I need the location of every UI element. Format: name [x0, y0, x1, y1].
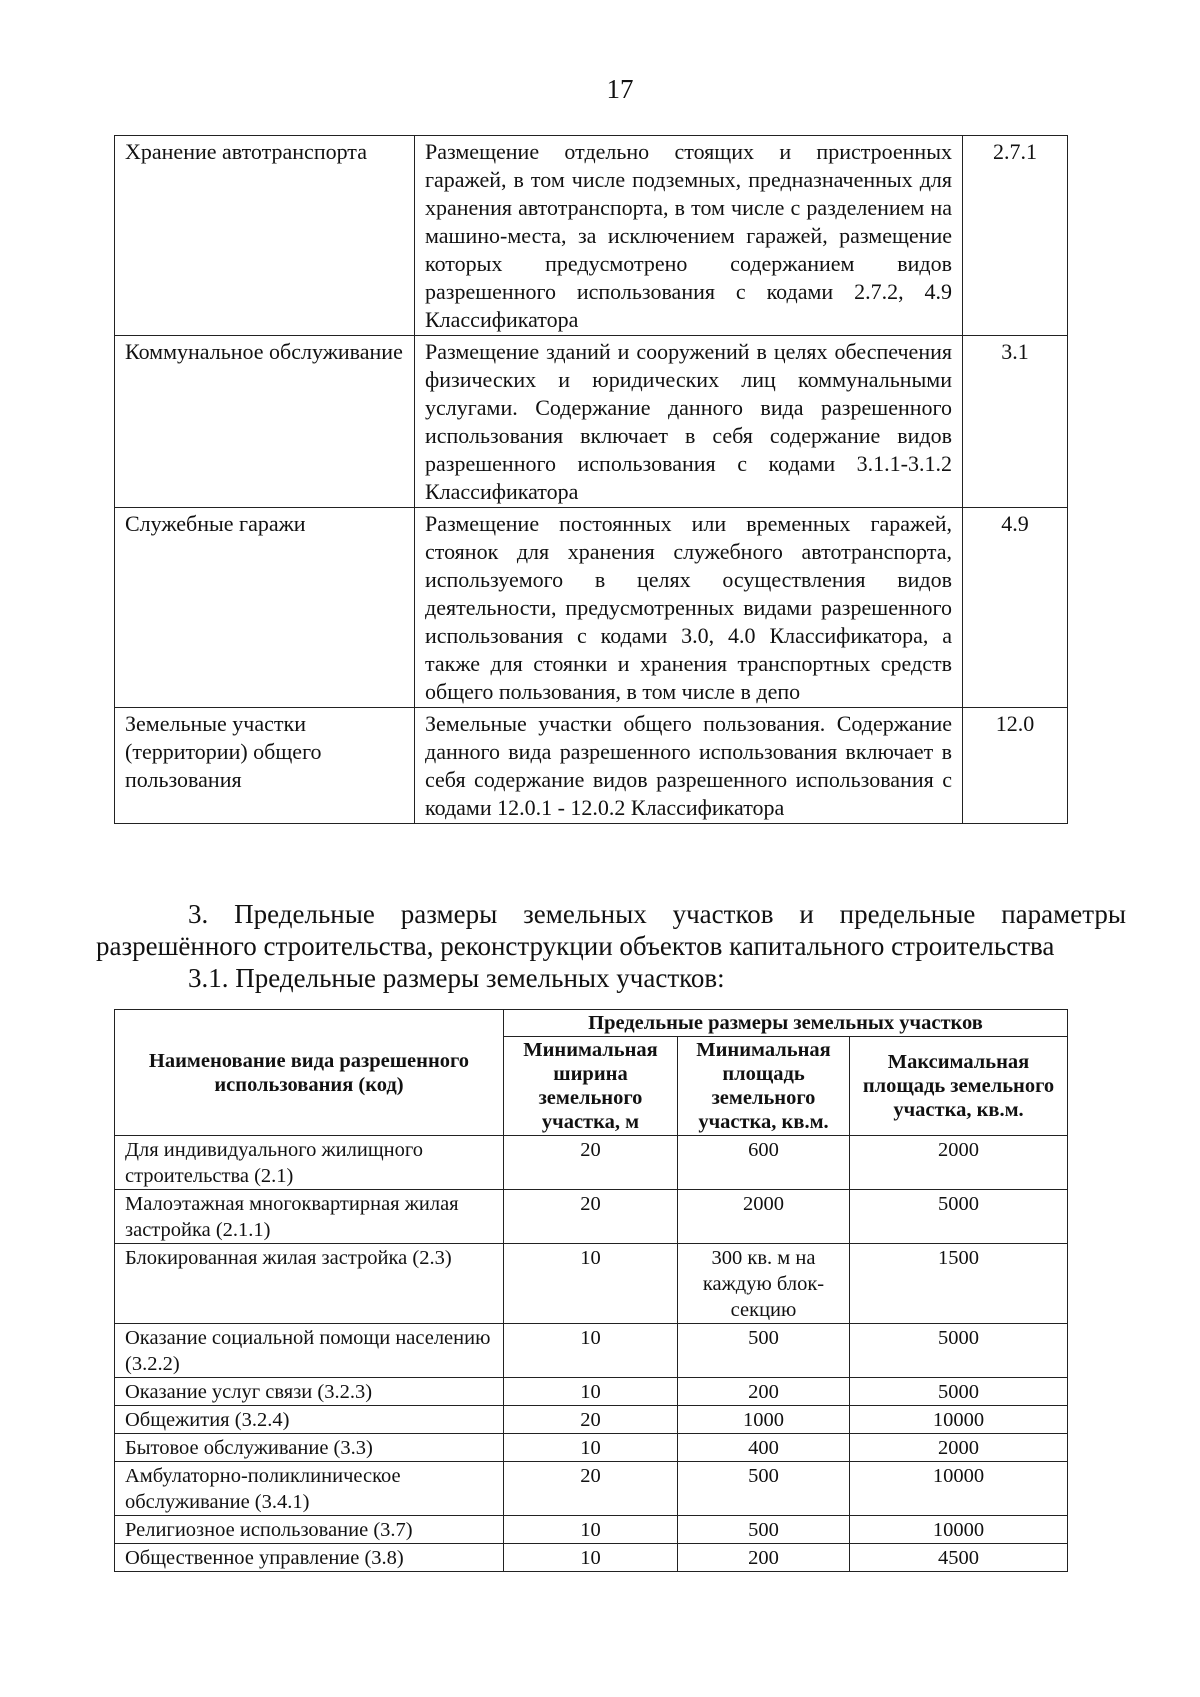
min-width-cell: 10 — [504, 1244, 678, 1324]
max-area-cell: 5000 — [850, 1378, 1068, 1406]
section-3-1-heading: 3.1. Предельные размеры земельных участков: — [188, 963, 725, 993]
min-width-cell: 10 — [504, 1378, 678, 1406]
use-name-cell: Блокированная жилая застройка (2.3) — [115, 1244, 504, 1324]
table-row — [115, 1434, 1068, 1462]
min-width-cell: 10 — [504, 1324, 678, 1378]
table-row — [115, 1244, 1068, 1324]
use-name-cell: Хранение автотранспорта — [115, 136, 415, 336]
max-area-cell: 2000 — [850, 1434, 1068, 1462]
min-area-cell: 200 — [678, 1544, 850, 1572]
section-3-heading: 3. Предельные размеры земельных участков и предельные параметры разрешённого строительства, реконструкции объектов капитального строительства — [96, 899, 1126, 961]
min-width-cell: 10 — [504, 1516, 678, 1544]
min-width-cell: 20 — [504, 1462, 678, 1516]
max-area-cell: 5000 — [850, 1190, 1068, 1244]
use-name-cell: Общежития (3.2.4) — [115, 1406, 504, 1434]
permitted-uses-table — [114, 135, 1068, 824]
use-description-cell: Размещение постоянных или временных гаражей, стоянок для хранения служебного автотранспорта, используемого в целях осуществления видов деятельности, предусмотренных видами разрешенного использования с кодами 3.0, 4.0 Классификатора, а также для стоянки и хранения транспортных средств общего пользования, в том числе в депо — [415, 508, 963, 708]
max-area-cell: 1500 — [850, 1244, 1068, 1324]
table-row — [115, 1516, 1068, 1544]
table-row — [115, 1544, 1068, 1572]
min-area-cell: 1000 — [678, 1406, 850, 1434]
table-row — [115, 1324, 1068, 1378]
max-area-cell: 10000 — [850, 1462, 1068, 1516]
use-code-cell: 4.9 — [963, 508, 1068, 708]
header-use-name: Наименование вида разрешенного использования (код) — [115, 1010, 504, 1136]
min-area-cell: 2000 — [678, 1190, 850, 1244]
page-number: 17 — [606, 74, 634, 104]
min-area-cell: 500 — [678, 1516, 850, 1544]
table-row — [115, 1462, 1068, 1516]
use-name-cell: Религиозное использование (3.7) — [115, 1516, 504, 1544]
use-description-cell: Размещение отдельно стоящих и пристроенных гаражей, в том числе подземных, предназначенных для хранения автотранспорта, в том числе с разделением на машино-места, за исключением гаражей, размещение которых предусмотрено содержанием видов разрешенного использования с кодами 2.7.2, 4.9 Классификатора — [415, 136, 963, 336]
min-area-cell: 500 — [678, 1462, 850, 1516]
use-name-cell: Общественное управление (3.8) — [115, 1544, 504, 1572]
table-row — [115, 1136, 1068, 1190]
header-max-area: Максимальная площадь земельного участка, кв.м. — [850, 1037, 1068, 1136]
use-description-cell: Земельные участки общего пользования. Содержание данного вида разрешенного использования включает в себя содержание видов разрешенного использования с кодами 12.0.1 - 12.0.2 Классификатора — [415, 708, 963, 824]
max-area-cell: 10000 — [850, 1406, 1068, 1434]
use-name-cell: Оказание услуг связи (3.2.3) — [115, 1378, 504, 1406]
min-width-cell: 10 — [504, 1434, 678, 1462]
min-area-cell: 600 — [678, 1136, 850, 1190]
max-area-cell: 2000 — [850, 1136, 1068, 1190]
table-row — [115, 336, 1068, 508]
land-plot-sizes-table — [114, 1009, 1068, 1572]
use-code-cell: 12.0 — [963, 708, 1068, 824]
use-name-cell: Служебные гаражи — [115, 508, 415, 708]
min-width-cell: 20 — [504, 1136, 678, 1190]
min-area-cell: 300 кв. м на каждую блок-секцию — [678, 1244, 850, 1324]
table-row — [115, 136, 1068, 336]
table-row — [115, 1406, 1068, 1434]
min-width-cell: 10 — [504, 1544, 678, 1572]
min-area-cell: 400 — [678, 1434, 850, 1462]
max-area-cell: 5000 — [850, 1324, 1068, 1378]
use-code-cell: 3.1 — [963, 336, 1068, 508]
table-row — [115, 508, 1068, 708]
use-name-cell: Оказание социальной помощи населению (3.2.2) — [115, 1324, 504, 1378]
use-name-cell: Коммунальное обслуживание — [115, 336, 415, 508]
header-plot-sizes-group: Предельные размеры земельных участков — [504, 1010, 1068, 1037]
table-row — [115, 1190, 1068, 1244]
use-code-cell: 2.7.1 — [963, 136, 1068, 336]
table-row — [115, 1378, 1068, 1406]
table-row — [115, 708, 1068, 824]
min-area-cell: 500 — [678, 1324, 850, 1378]
header-min-area: Минимальная площадь земельного участка, кв.м. — [678, 1037, 850, 1136]
min-area-cell: 200 — [678, 1378, 850, 1406]
use-name-cell: Земельные участки (территории) общего пользования — [115, 708, 415, 824]
use-name-cell: Малоэтажная многоквартирная жилая застройка (2.1.1) — [115, 1190, 504, 1244]
max-area-cell: 10000 — [850, 1516, 1068, 1544]
min-width-cell: 20 — [504, 1190, 678, 1244]
header-min-width: Минимальная ширина земельного участка, м — [504, 1037, 678, 1136]
max-area-cell: 4500 — [850, 1544, 1068, 1572]
use-name-cell: Для индивидуального жилищного строительства (2.1) — [115, 1136, 504, 1190]
use-name-cell: Амбулаторно-поликлиническое обслуживание (3.4.1) — [115, 1462, 504, 1516]
use-name-cell: Бытовое обслуживание (3.3) — [115, 1434, 504, 1462]
min-width-cell: 20 — [504, 1406, 678, 1434]
use-description-cell: Размещение зданий и сооружений в целях обеспечения физических и юридических лиц коммунальными услугами. Содержание данного вида разрешенного использования включает в себя содержание видов разрешенного использования с кодами 3.1.1-3.1.2 Классификатора — [415, 336, 963, 508]
